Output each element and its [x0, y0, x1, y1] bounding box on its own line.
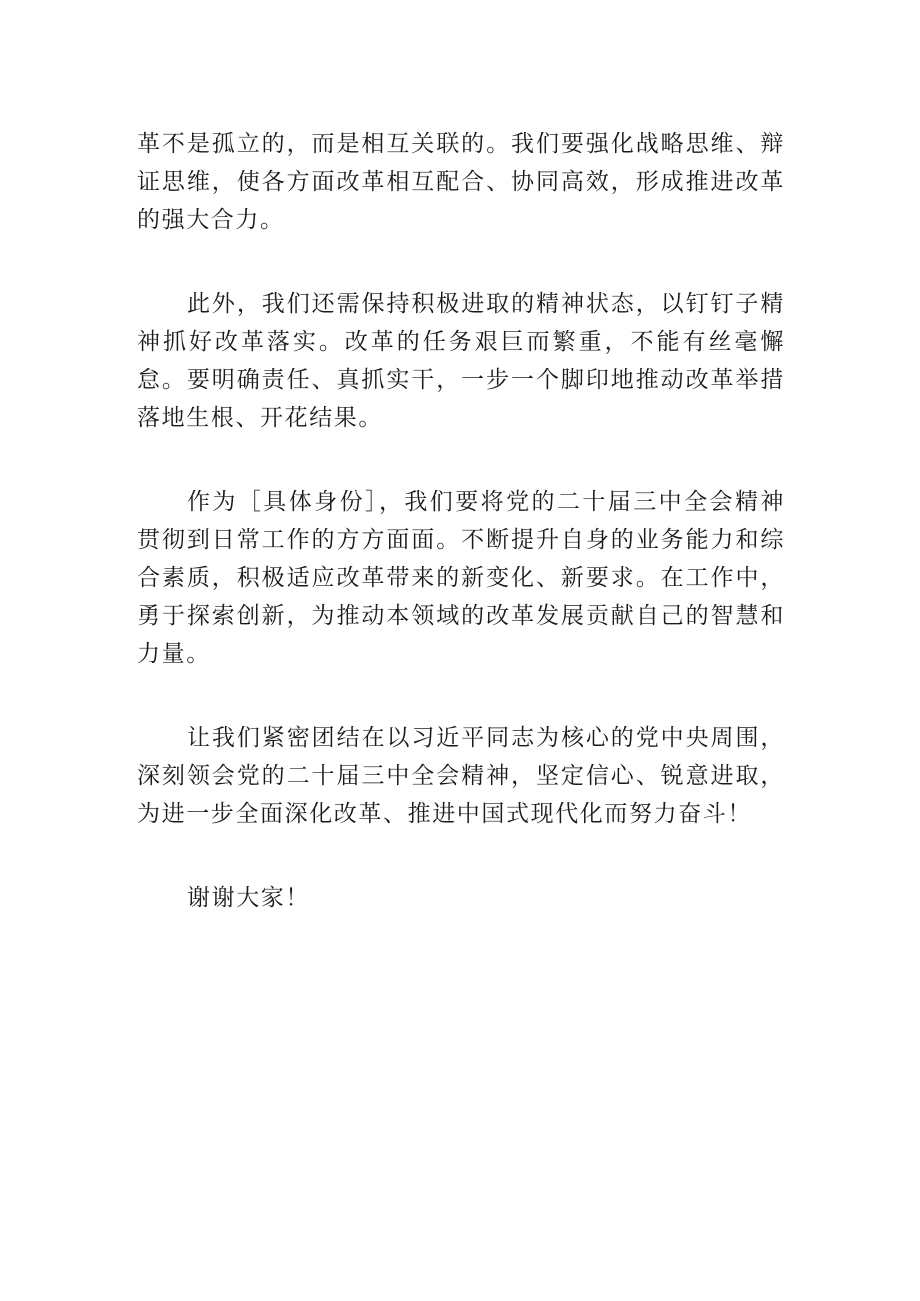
paragraph-thanks: 谢谢大家！	[187, 885, 310, 911]
document-body	[137, 125, 785, 963]
paragraph-role: 作为［具体身份］，我们要将党的二十届三中全会精神贯彻到日常工作的方方面面。不断提升自身的业务能力和综合素质，积极适应改革带来的新变化、新要求。在工作中，勇于探索创新，为推动本领域的改革发展贡献自己的智慧和力量。	[137, 489, 785, 667]
paragraph-spirit: 此外，我们还需保持积极进取的精神状态，以钉钉子精神抓好改革落实。改革的任务艰巨而繁重，不能有丝毫懈怠。要明确责任、真抓实干，一步一个脚印地推动改革举措落地生根、开花结果。	[137, 291, 785, 431]
paragraph-continuation: 革不是孤立的，而是相互关联的。我们要强化战略思维、辩证思维，使各方面改革相互配合、协同高效，形成推进改革的强大合力。	[137, 131, 785, 233]
paragraph-closing-call: 让我们紧密团结在以习近平同志为核心的党中央周围，深刻领会党的二十届三中全会精神，坚定信心、锐意进取，为进一步全面深化改革、推进中国式现代化而努力奋斗！	[137, 725, 785, 827]
